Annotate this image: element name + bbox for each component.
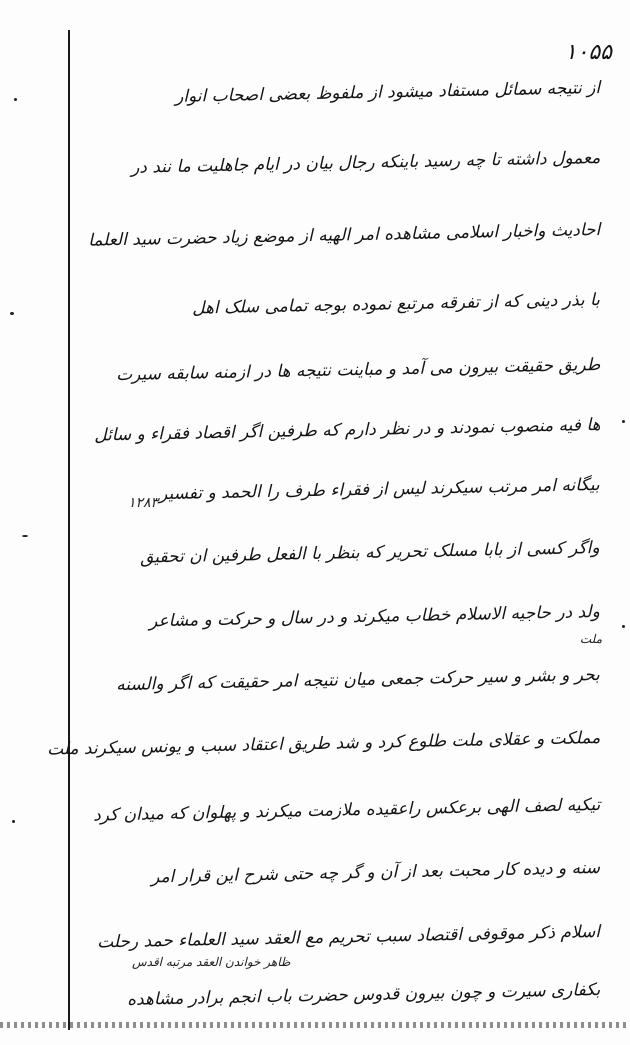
manuscript-line: معمول داشته تا چه رسید باینکه رجال بیان در ایام جاهلیت ما نند در bbox=[130, 148, 601, 178]
manuscript-line: ها فیه منصوب نمودند و در نظر دارم که طرفین اگر اقصاد فقراء و سائل bbox=[93, 415, 601, 446]
manuscript-line: سنه و دیده کار محبت بعد از آن و گر چه حتی شرح این قرار امر bbox=[150, 858, 601, 888]
manuscript-line: احادیث واخبار اسلامی مشاهده امر الهیه از موضع زیاد حضرت سید العلما bbox=[87, 220, 601, 251]
manuscript-line: تیکیه لصف الهی برعکس راعقیده ملازمت میکرند و پهلوان که میدان کرد bbox=[92, 795, 601, 826]
manuscript-line: بیگانه امر مرتب سیکرند لیس از فقراء طرف را الحمد و تفسیر bbox=[159, 475, 601, 505]
manuscript-line: مملکت و عقلای ملت طلوع کرد و شد طریق اعتقاد سبب و یونس سیکرند ملت bbox=[46, 728, 601, 760]
manuscript-line: بحر و بشر و سیر حرکت جمعی میان نتیجه امر حقیقت که اگر والسنه bbox=[116, 665, 601, 696]
ink-speck bbox=[22, 535, 28, 537]
interlinear-note: ظاهر خواندن العقد مرتبه اقدس bbox=[132, 955, 291, 969]
manuscript-line: ولد در حاجیه الاسلام خطاب میکرند و در سال و حرکت و مشاعر bbox=[149, 602, 601, 632]
manuscript-line: بکفاری سیرت و چون بیرون قدوس حضرت باب انجم برادر مشاهده bbox=[126, 980, 601, 1010]
manuscript-line: واگر کسی از بابا مسلک تحریر که بنظر با الفعل طرفین ان تحقیق bbox=[140, 538, 601, 568]
page-number: ۱۰۵۵ bbox=[564, 40, 612, 65]
manuscript-text-block bbox=[46, 60, 612, 1020]
manuscript-line: با بذر دینی که از تفرقه مرتبع نموده بوجه تمامی سلک اهل bbox=[191, 290, 601, 319]
ink-speck bbox=[14, 98, 17, 101]
margin-rule bbox=[68, 30, 70, 1030]
manuscript-line: اسلام ذکر موقوفی اقتصاد سبب تحریم مع العقد سید العلماء حمد رحلت bbox=[96, 922, 601, 953]
manuscript-line: از نتیجه سمائل مستفاد میشود از ملفوظ بعضی اصحاب انوار bbox=[174, 78, 601, 107]
ink-speck bbox=[12, 820, 15, 823]
scan-edge bbox=[0, 1022, 630, 1028]
ink-speck bbox=[622, 625, 625, 628]
ink-speck bbox=[10, 312, 14, 315]
manuscript-line: طریق حقیقت بیرون می آمد و مباینت نتیجه ها در ازمنه سابقه سیرت bbox=[115, 355, 601, 386]
ink-speck bbox=[622, 420, 625, 423]
line-number: ۱۲۸۳ bbox=[128, 495, 159, 511]
interlinear-note: ملت bbox=[579, 632, 602, 646]
